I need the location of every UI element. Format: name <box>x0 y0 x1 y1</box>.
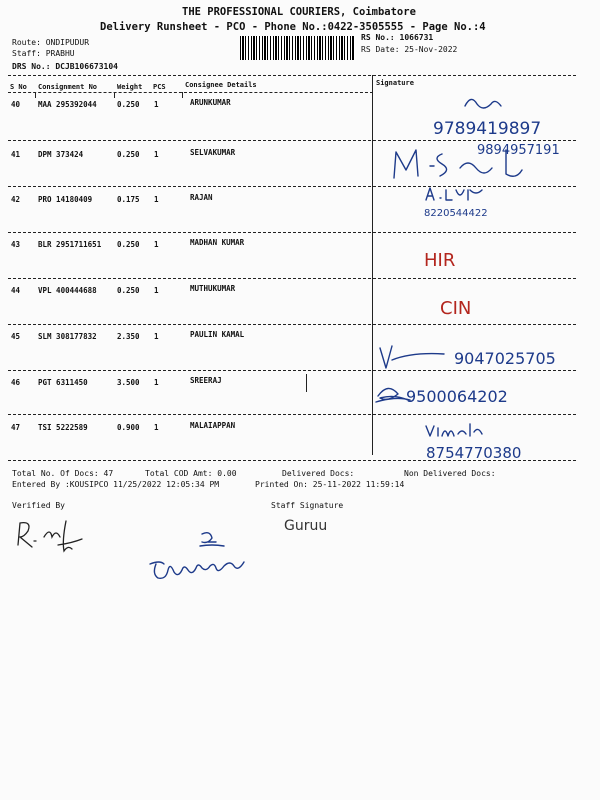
row-weight: 0.250 <box>117 100 140 109</box>
row-consignment: DPM 373424 <box>38 150 84 159</box>
staff-signature-mark <box>282 510 342 538</box>
row-consignee: ARUNKUMAR <box>190 98 231 107</box>
signature-row-44 <box>436 290 496 320</box>
row-pcs: 1 <box>154 240 159 249</box>
cell-divider <box>114 92 115 98</box>
row-weight: 0.175 <box>117 195 140 204</box>
signature-row-47 <box>420 418 570 466</box>
signature-row-43 <box>420 240 480 274</box>
staff-signature-label: Staff Signature <box>271 501 344 510</box>
receiver-signature <box>140 528 280 588</box>
stray-mark <box>306 374 307 392</box>
sig-text: CIN <box>440 298 472 319</box>
col-pcs: PCS <box>153 83 166 91</box>
row-sno: 44 <box>11 286 21 295</box>
header-bottom-rule <box>8 92 373 93</box>
row-sno: 40 <box>11 100 21 109</box>
row-pcs: 1 <box>154 195 159 204</box>
signature-row-45 <box>376 338 586 378</box>
row-consignee: MADHAN KUMAR <box>190 238 245 247</box>
col-consignment: Consignment No <box>38 83 98 91</box>
non-delivered-docs: Non Delivered Docs: <box>404 469 496 478</box>
drs-number: DRS No.: DCJB106673104 <box>12 62 118 71</box>
row-sno: 43 <box>11 240 21 249</box>
delivered-docs: Delivered Docs: <box>282 469 355 478</box>
rs-date: RS Date: 25-Nov-2022 <box>361 45 458 54</box>
route-label: Route: ONDIPUDUR <box>12 38 90 47</box>
row-weight: 0.250 <box>117 150 140 159</box>
col-sno: S No <box>10 83 27 91</box>
row-pcs: 1 <box>154 100 159 109</box>
row-weight: 0.900 <box>117 423 140 432</box>
rs-number: RS No.: 1066731 <box>361 33 434 42</box>
signature-row-42 <box>420 182 540 230</box>
row-sno: 41 <box>11 150 21 159</box>
signature-row-40 <box>425 92 585 140</box>
printed-on: Printed On: 25-11-2022 11:59:14 <box>255 480 405 489</box>
row-consignment: TSI 5222589 <box>38 423 88 432</box>
verified-by-label: Verified By <box>12 501 65 510</box>
row-consignment: PGT 6311450 <box>38 378 88 387</box>
row-weight: 2.350 <box>117 332 140 341</box>
total-docs: Total No. Of Docs: 47 <box>12 469 114 478</box>
row-sno: 47 <box>11 423 21 432</box>
row-consignment: VPL 400444688 <box>38 286 97 295</box>
row-consignment: SLM 308177832 <box>38 332 97 341</box>
row-consignee: SELVAKUMAR <box>190 148 236 157</box>
row-sno: 45 <box>11 332 21 341</box>
row-consignee: SREERAJ <box>190 376 222 385</box>
row-consignee: MALAIAPPAN <box>190 421 236 430</box>
row-sno: 46 <box>11 378 21 387</box>
col-consignee: Consignee Details <box>185 81 257 89</box>
verified-by-signature <box>14 515 104 555</box>
sig-phone: 9500064202 <box>406 387 508 406</box>
row-consignee: MUTHUKUMAR <box>190 284 236 293</box>
row-pcs: 1 <box>154 286 159 295</box>
cell-divider <box>182 92 183 98</box>
row-consignment: BLR 2951711651 <box>38 240 102 249</box>
sig-phone: 9789419897 <box>433 119 542 139</box>
row-weight: 0.250 <box>117 240 140 249</box>
company-title: THE PROFESSIONAL COURIERS, Coimbatore <box>182 6 416 18</box>
row-pcs: 1 <box>154 378 159 387</box>
sig-phone: 8754770380 <box>426 444 522 462</box>
staff-sig-text: Guruu <box>284 518 328 534</box>
sig-phone: 9894957191 <box>477 143 560 158</box>
row-weight: 0.250 <box>117 286 140 295</box>
barcode <box>240 36 355 60</box>
runsheet-title: Delivery Runsheet - PCO - Phone No.:0422-3505555 - Page No.:4 <box>100 21 486 33</box>
sig-phone: 9047025705 <box>454 349 556 368</box>
row-sno: 42 <box>11 195 21 204</box>
row-pcs: 1 <box>154 423 159 432</box>
row-rule <box>8 278 576 279</box>
sig-text: HIR <box>424 250 456 271</box>
header-top-rule <box>8 75 576 76</box>
row-pcs: 1 <box>154 332 159 341</box>
signature-row-41 <box>382 140 582 188</box>
col-weight: Weight <box>117 83 143 91</box>
row-consignment: MAA 295392044 <box>38 100 97 109</box>
row-consignee: RAJAN <box>190 193 213 202</box>
row-pcs: 1 <box>154 150 159 159</box>
entered-by: Entered By :KOUSIPCO 11/25/2022 12:05:34 PM <box>12 480 220 489</box>
total-cod: Total COD Amt: 0.00 <box>145 469 237 478</box>
row-rule <box>8 232 576 233</box>
row-consignment: PRO 14180409 <box>38 195 93 204</box>
row-weight: 3.500 <box>117 378 140 387</box>
signature-row-46 <box>372 376 552 416</box>
row-rule <box>8 324 576 325</box>
row-consignee: PAULIN KAMAL <box>190 330 245 339</box>
col-signature: Signature <box>376 79 414 87</box>
staff-label: Staff: PRABHU <box>12 49 75 58</box>
cell-divider <box>35 92 36 98</box>
sig-phone: 8220544422 <box>424 208 488 219</box>
